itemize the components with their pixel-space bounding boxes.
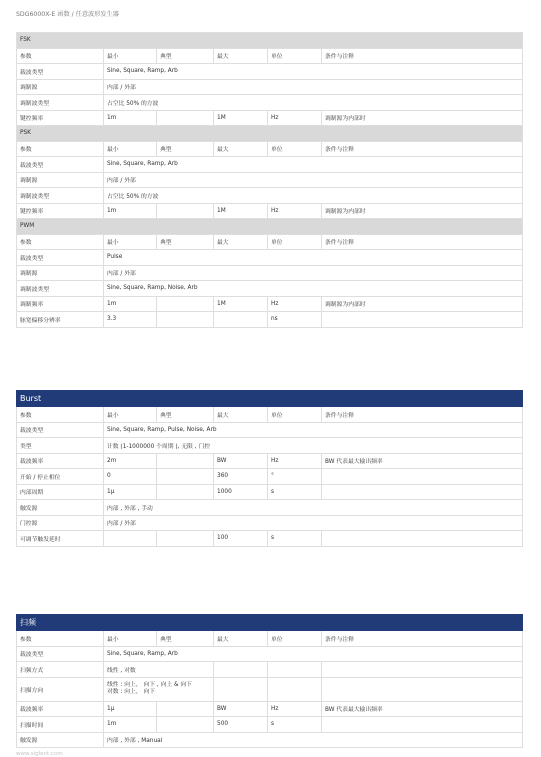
col-unit: 单位 — [268, 631, 322, 647]
param-note: BW 代表最大输出频率 — [322, 453, 523, 469]
col-min: 最小 — [104, 407, 157, 423]
param-min: 1m — [104, 203, 157, 219]
table-row — [17, 265, 523, 281]
param-name: 触发源 — [17, 500, 104, 516]
table-row — [17, 281, 523, 297]
param-typ — [157, 701, 214, 717]
col-typ: 典型 — [157, 631, 214, 647]
param-note — [322, 312, 523, 328]
col-min: 最小 — [104, 631, 157, 647]
col-max: 最大 — [214, 48, 268, 64]
table-row — [17, 500, 523, 516]
param-value: Sine, Square, Ramp, Arb — [104, 646, 523, 662]
param-name: 内部周期 — [17, 484, 104, 500]
table-row — [17, 312, 523, 328]
param-unit: s — [268, 531, 322, 547]
param-unit: ° — [268, 469, 322, 485]
col-note: 条件与注释 — [322, 234, 523, 250]
section-header-pwm — [17, 219, 523, 235]
param-min: 1m — [104, 717, 157, 733]
param-value: 内部 / 外部 — [104, 79, 523, 95]
param-min — [104, 531, 157, 547]
param-typ — [157, 203, 214, 219]
column-header-row — [17, 141, 523, 157]
param-note — [322, 484, 523, 500]
table-row — [17, 438, 523, 454]
param-min: 3.3 — [104, 312, 157, 328]
param-note: BW 代表最大输出频率 — [322, 701, 523, 717]
col-unit: 单位 — [268, 407, 322, 423]
param-max: 100 — [214, 531, 268, 547]
param-name: 脉宽偏移分辨率 — [17, 312, 104, 328]
param-typ — [157, 469, 214, 485]
param-value: 占空比 50% 的方波 — [104, 95, 523, 111]
column-header-row — [17, 48, 523, 64]
sweep-direction-log: 对数 : 向上， 向下 — [107, 689, 156, 695]
sweep-spec-table — [16, 614, 523, 748]
param-typ — [157, 717, 214, 733]
param-name: 调制源 — [17, 265, 104, 281]
param-name: 开始 / 停止相位 — [17, 469, 104, 485]
table-row — [17, 531, 523, 547]
param-min: 1μ — [104, 484, 157, 500]
param-unit — [268, 677, 322, 701]
param-value: 内部 , 外部 , Manual — [104, 732, 523, 748]
param-name: 调制源 — [17, 172, 104, 188]
param-min: 1m — [104, 296, 157, 312]
col-note: 条件与注释 — [322, 407, 523, 423]
burst-spec-table — [16, 390, 523, 547]
table-row — [17, 79, 523, 95]
table-row — [17, 203, 523, 219]
param-note: 调制源为内部时 — [322, 203, 523, 219]
col-max: 最大 — [214, 141, 268, 157]
table-row — [17, 717, 523, 733]
footer-text: www.siglent.com — [16, 751, 63, 757]
section-title: 扫频 — [17, 615, 523, 631]
param-max: BW — [214, 701, 268, 717]
param-typ — [157, 312, 214, 328]
param-name: 门控源 — [17, 515, 104, 531]
param-name: 载波类型 — [17, 157, 104, 173]
col-typ: 典型 — [157, 48, 214, 64]
section-header-sweep — [17, 615, 523, 631]
col-min: 最小 — [104, 234, 157, 250]
col-typ: 典型 — [157, 141, 214, 157]
param-typ — [157, 484, 214, 500]
table-row — [17, 732, 523, 748]
col-param: 参数 — [17, 48, 104, 64]
table-row — [17, 515, 523, 531]
table-row — [17, 157, 523, 173]
param-note — [322, 717, 523, 733]
param-min: 0 — [104, 469, 157, 485]
table-row — [17, 677, 523, 701]
col-min: 最小 — [104, 141, 157, 157]
param-value: 内部 / 外部 — [104, 265, 523, 281]
column-header-row — [17, 234, 523, 250]
param-name: 载波类型 — [17, 646, 104, 662]
param-typ — [157, 453, 214, 469]
param-min: 2m — [104, 453, 157, 469]
param-unit: Hz — [268, 110, 322, 126]
table-row — [17, 701, 523, 717]
col-unit: 单位 — [268, 48, 322, 64]
param-name: 载波频率 — [17, 453, 104, 469]
param-note — [322, 531, 523, 547]
param-unit: Hz — [268, 203, 322, 219]
col-note: 条件与注释 — [322, 631, 523, 647]
param-max — [214, 677, 268, 701]
param-name: 键控频率 — [17, 110, 104, 126]
param-value: 线性 , 对数 — [104, 662, 214, 678]
table-row — [17, 64, 523, 80]
sweep-direction-linear: 线性 : 向上， 向下 , 向上 & 向下 — [107, 681, 192, 688]
param-value — [104, 677, 214, 701]
section-header-psk — [17, 126, 523, 142]
col-param: 参数 — [17, 234, 104, 250]
col-note: 条件与注释 — [322, 48, 523, 64]
param-max — [214, 662, 268, 678]
col-max: 最大 — [214, 407, 268, 423]
breadcrumb: SDG6000X-E 函数 / 任意波形发生器 — [16, 11, 119, 18]
param-value: Sine, Square, Ramp, Arb — [104, 64, 523, 80]
col-unit: 单位 — [268, 234, 322, 250]
param-name: 扫频方式 — [17, 662, 104, 678]
param-typ — [157, 296, 214, 312]
param-unit: s — [268, 484, 322, 500]
param-max: BW — [214, 453, 268, 469]
param-note: 调制源为内部时 — [322, 110, 523, 126]
col-param: 参数 — [17, 407, 104, 423]
param-note — [322, 677, 523, 701]
col-max: 最大 — [214, 631, 268, 647]
column-header-row — [17, 407, 523, 423]
param-name: 扫描方向 — [17, 677, 104, 701]
table-row — [17, 172, 523, 188]
section-header-burst — [17, 391, 523, 407]
param-value: 占空比 50% 的方波 — [104, 188, 523, 204]
section-header-fsk — [17, 33, 523, 49]
col-note: 条件与注释 — [322, 141, 523, 157]
table-row — [17, 188, 523, 204]
param-value: Sine, Square, Ramp, Noise, Arb — [104, 281, 523, 297]
param-value: 内部 / 外部 — [104, 172, 523, 188]
param-max: 1M — [214, 296, 268, 312]
modulation-spec-table — [16, 32, 523, 328]
param-max: 500 — [214, 717, 268, 733]
param-unit: s — [268, 717, 322, 733]
param-value: 内部 / 外部 — [104, 515, 523, 531]
section-title: Burst — [17, 391, 523, 407]
param-max: 1000 — [214, 484, 268, 500]
section-title: PWM — [17, 219, 523, 235]
table-row — [17, 95, 523, 111]
param-value: Sine, Square, Ramp, Arb — [104, 157, 523, 173]
section-title: FSK — [17, 33, 523, 49]
param-note — [322, 662, 523, 678]
table-row — [17, 646, 523, 662]
param-name: 载波类型 — [17, 64, 104, 80]
table-row — [17, 250, 523, 266]
param-typ — [157, 110, 214, 126]
param-name: 调制源 — [17, 79, 104, 95]
table-row — [17, 296, 523, 312]
param-name: 扫描时间 — [17, 717, 104, 733]
param-value: 计数 (1-1000000 个周期 ), 无限 , 门控 — [104, 438, 523, 454]
param-name: 触发源 — [17, 732, 104, 748]
table-row — [17, 422, 523, 438]
col-typ: 典型 — [157, 407, 214, 423]
param-unit: Hz — [268, 296, 322, 312]
param-max: 360 — [214, 469, 268, 485]
param-name: 调制波类型 — [17, 281, 104, 297]
param-name: 载波类型 — [17, 250, 104, 266]
param-name: 调制波类型 — [17, 95, 104, 111]
param-name: 调制波类型 — [17, 188, 104, 204]
param-max: 1M — [214, 110, 268, 126]
param-name: 载波频率 — [17, 701, 104, 717]
table-row — [17, 469, 523, 485]
param-name: 类型 — [17, 438, 104, 454]
col-param: 参数 — [17, 631, 104, 647]
column-header-row — [17, 631, 523, 647]
param-value: Sine, Square, Ramp, Pulse, Noise, Arb — [104, 422, 523, 438]
col-max: 最大 — [214, 234, 268, 250]
param-name: 可调节触发延时 — [17, 531, 104, 547]
param-note — [322, 469, 523, 485]
col-min: 最小 — [104, 48, 157, 64]
param-value: Pulse — [104, 250, 523, 266]
param-value: 内部 , 外部 , 手动 — [104, 500, 523, 516]
param-max: 1M — [214, 203, 268, 219]
table-row — [17, 662, 523, 678]
param-name: 载波类型 — [17, 422, 104, 438]
param-name: 键控频率 — [17, 203, 104, 219]
param-unit: Hz — [268, 701, 322, 717]
table-row — [17, 453, 523, 469]
param-unit: Hz — [268, 453, 322, 469]
param-max — [214, 312, 268, 328]
param-unit — [268, 662, 322, 678]
param-unit: ns — [268, 312, 322, 328]
col-param: 参数 — [17, 141, 104, 157]
param-min: 1m — [104, 110, 157, 126]
col-typ: 典型 — [157, 234, 214, 250]
table-row — [17, 484, 523, 500]
section-title: PSK — [17, 126, 523, 142]
param-typ — [157, 531, 214, 547]
param-min: 1μ — [104, 701, 157, 717]
col-unit: 单位 — [268, 141, 322, 157]
table-row — [17, 110, 523, 126]
param-name: 调制频率 — [17, 296, 104, 312]
param-note: 调制源为内部时 — [322, 296, 523, 312]
